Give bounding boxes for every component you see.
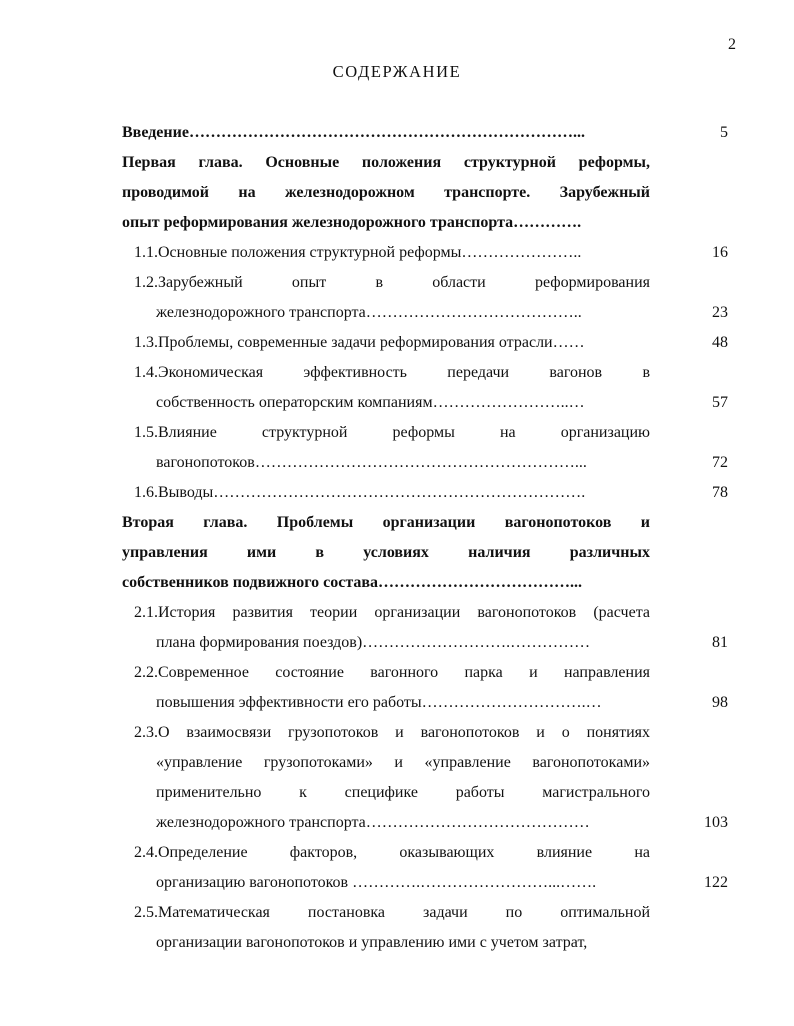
- toc-line: «управление грузопотоками» и «управление вагонопотоками»: [156, 754, 650, 771]
- toc-line: 1.4.Экономическая эффективность передачи вагонов в: [134, 364, 650, 381]
- toc-line: Введение………………………………………………………………...: [122, 124, 585, 141]
- toc-page-number: 57: [712, 394, 728, 411]
- toc-page-number: 81: [712, 634, 728, 651]
- toc-line: 1.2.Зарубежный опыт в области реформирования: [134, 274, 650, 291]
- toc-line: повышения эффективности его работы………………………….…: [156, 694, 602, 711]
- toc-line: 1.1.Основные положения структурной реформы…………………..: [134, 244, 582, 261]
- toc-line: 2.5.Математическая постановка задачи по оптимальной: [134, 904, 650, 921]
- toc-page-number: 72: [712, 454, 728, 471]
- toc-line: 2.1.История развития теории организации вагонопотоков (расчета: [134, 604, 650, 621]
- toc-line: Первая глава. Основные положения структурной реформы,: [122, 154, 650, 171]
- page-number: 2: [728, 36, 736, 53]
- toc-page-number: 16: [712, 244, 728, 261]
- toc-line: управления ими в условиях наличия различных: [122, 544, 650, 561]
- toc-line: 1.6.Выводы…………………………………………………………….: [134, 484, 586, 501]
- toc-page-number: 5: [720, 124, 728, 141]
- toc-line: применительно к специфике работы магистрального: [156, 784, 650, 801]
- toc-line: вагонопотоков……………………………………………………...: [156, 454, 587, 471]
- toc-line: 2.3.О взаимосвязи грузопотоков и вагонопотоков и о понятиях: [134, 724, 650, 741]
- toc-page-number: 98: [712, 694, 728, 711]
- toc-line: собственность операторским компаниям……………………..…: [156, 394, 585, 411]
- toc-line: организации вагонопотоков и управлению ими с учетом затрат,: [156, 934, 588, 951]
- toc-line: 1.3.Проблемы, современные задачи реформирования отрасли……: [134, 334, 585, 351]
- page-title: СОДЕРЖАНИЕ: [332, 62, 462, 81]
- toc-page-number: 122: [704, 874, 728, 891]
- toc-line: организацию вагонопотоков ………….……………………...…….: [156, 874, 597, 891]
- toc-line: проводимой на железнодорожном транспорте. Зарубежный: [122, 184, 650, 201]
- toc-line: 1.5.Влияние структурной реформы на организацию: [134, 424, 650, 441]
- toc-line: Вторая глава. Проблемы организации вагонопотоков и: [122, 514, 650, 531]
- toc-page-number: 23: [712, 304, 728, 321]
- toc-line: железнодорожного транспорта……………………………………: [156, 814, 590, 831]
- toc-line: собственников подвижного состава………………………………...: [122, 574, 583, 591]
- toc-line: железнодорожного транспорта…………………………………..: [156, 304, 582, 321]
- toc-page-number: 48: [712, 334, 728, 351]
- toc-line: плана формирования поездов)……………………….……………: [156, 634, 591, 651]
- toc-line: 2.4.Определение факторов, оказывающих влияние на: [134, 844, 650, 861]
- toc-line: опыт реформирования железнодорожного транспорта………….: [122, 214, 582, 231]
- toc-line: 2.2.Современное состояние вагонного парка и направления: [134, 664, 650, 681]
- toc-page-number: 78: [712, 484, 728, 501]
- toc-page-number: 103: [704, 814, 728, 831]
